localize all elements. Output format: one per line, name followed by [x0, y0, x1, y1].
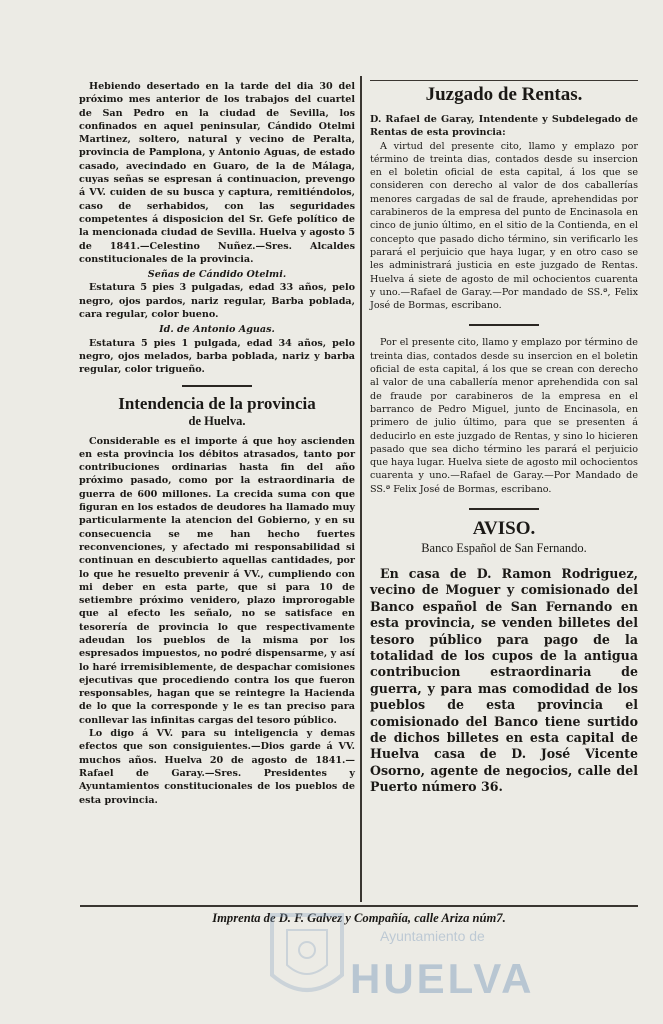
intendencia-closing: Lo digo á VV. para su inteligencia y demas efectos que son consiguientes.—Dios garde á VV. muchos años. Huelva 20 de agosto de 1841.—Rafael de Garay.—Sres. Presidentes y Ayuntamientos constitucionales de los pueblos de esta provincia. — [79, 728, 355, 806]
watermark-text: HUELVA — [350, 955, 535, 1002]
watermark-subtitle: Ayuntamiento de — [380, 928, 485, 944]
column-divider — [360, 76, 362, 902]
intendencia-notice: Considerable es el importe á que hoy ascienden en esta provincia los débitos atrasados, tanto por contribuciones ordinarias hasta fin del año próximo pasado, como por la estraordinaria de guerra de 600 millones. La crecida suma con que figuran en los estados de deudores ha llamado muy particularmente la atencion del Gobierno, y en su consecuencia se me han hecho fuertes reconvenciones, y afectado mi responsabilidad si continuan en descubierto aquellas cantidades, por lo que he resuelto prevenir á VV., cumpliendo con mi deber en esta parte, que si para 10 de setiembre próximo venidero, plazo improrogable que al efecto les señalo, no se satisface en tesorería de provincia lo que respectivamente adeudan los pueblos de la misma por los espresados impuestos, no podré dispensarme, y así lo haré irremisiblemente, de despachar comisiones ejecutivas que procediendo contra los que fueron responsables, hagan que se reintegre la Hacienda de lo que la corresponde y le es tan preciso para conllevar las infinitas cargas del tesoro público. — [79, 435, 355, 726]
juzgado-citation-2: Por el presente cito, llamo y emplazo por término de treinta dias, contados desde su insercion en el boletin oficial de esta capital, á los que se crean con derecho al valor de una caballería menor aprehendida con sal de fraude por carabineros de la empresa en el barranco de Pedro Miguel, junto de Encinasola, en primero de julio último, para que se presenten á deducirlo en este juzgado de Rentas, y sino lo hicieren pasado que sea dicho término les parará el perjuicio que haya lugar. Huelva siete de agosto mil ochocientos cuarenta y uno.—Rafael de Garay.—Por Mandado de SS.ª Felix José de Bormas, escribano. — [370, 337, 638, 495]
top-rule — [370, 80, 638, 81]
senas-otelmi-text: Estatura 5 pies 3 pulgadas, edad 33 años, pelo negro, ojos pardos, nariz regular, Barba poblada, cara regular, color bueno. — [79, 282, 355, 321]
right-column — [370, 80, 638, 796]
section-separator — [469, 324, 539, 326]
left-column — [79, 80, 355, 807]
aviso-subheading: Banco Español de San Fernando. — [421, 541, 587, 556]
desertion-notice: Hebiendo desertado en la tarde del dia 30 del próximo mes anterior de los trabajos del cuartel de San Pedro en la ciudad de Sevilla, los confinados en aquel peninsular, Cándido Otelmi Martinez, soltero, natural y vecino de Peralta, provincia de Pamplona, y Antonio Aguas, de estado casado, avecindado en Guaro, de la de Málaga, cuyas señas se espresan á continuacion, prevengo á VV. cuiden de su busca y captura, remitiéndolos, caso de serhabidos, con las seguridades competentes á disposicion del Sr. Gefe político de la mencionada ciudad de Sevilla. Huelva y agosto 5 de 1841.—Celestino Nuñez.—Sres. Alcaldes constitucionales de la provincia. — [79, 81, 355, 265]
aviso-text: En casa de D. Ramon Rodriguez, vecino de Moguer y comisionado del Banco español de San Fernando en esta provincia, se venden billetes del tesoro público para pago de la totalidad de los cupos de la antigua contribucion estraordinaria de guerra, y para mas comodidad de los pueblos de esta provincia el comisionado del Banco tiene surtido de dichos billetes en esta capital de Huelva casa de D. José Vicente Osorno, agente de negocios, calle del Puerto número 36. — [370, 566, 638, 795]
senas-aguas-title: Id. de Antonio Aguas. — [159, 324, 275, 336]
section-separator — [182, 385, 252, 387]
senas-otelmi-title: Señas de Cándido Otelmi. — [147, 269, 287, 281]
aviso-heading: AVISO. — [472, 518, 536, 540]
juzgado-citation-1: A virtud del presente cito, llamo y emplazo por término de treinta dias, contados desde su insercion en el boletin oficial de esta capital, á los que se consideren con derecho al valor de dos caballerías menores cargadas de sal de fraude, aprehendidas por carabineros de la empresa del punto de Encinasola en cinco de junio último, en el sitio de la Contienda, en el concepto que pasado dicho término, sin verificarlo les parará el perjuicio que haya lugar, y en otro caso se les administrará justicia en este juzgado de Rentas. Huelva á siete de agosto de mil ochocientos cuarenta y uno.—Rafael de Garay.—Por mandado de SS.ª, Felix José de Bormas, escribano. — [370, 140, 638, 312]
section-separator — [469, 508, 539, 510]
senas-aguas-text: Estatura 5 pies 1 pulgada, edad 34 años, pelo negro, ojos melados, barba poblada, nariz y barba regular, color trigueño. — [79, 337, 355, 376]
intendencia-heading: Intendencia de la provincia — [118, 393, 316, 413]
juzgado-lead: D. Rafael de Garay, Intendente y Subdelegado de Rentas de esta provincia: — [370, 114, 638, 139]
imprint: Imprenta de D. F. Galvez y Compañía, calle Ariza núm7. — [212, 911, 506, 925]
intendencia-subheading: de Huelva. — [188, 413, 246, 428]
juzgado-heading: Juzgado de Rentas. — [425, 84, 583, 105]
